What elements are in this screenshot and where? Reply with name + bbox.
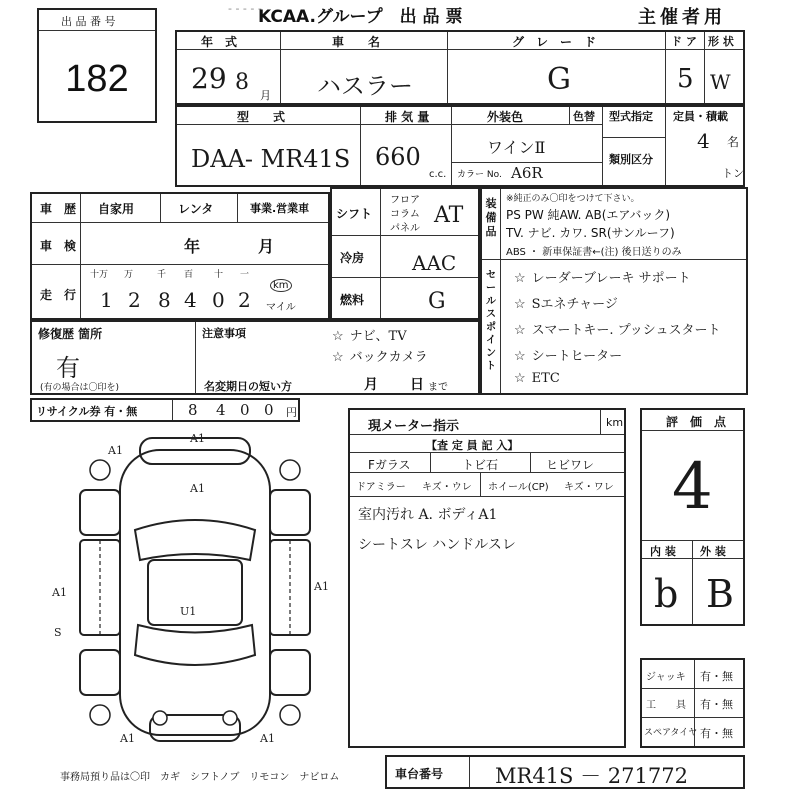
type-designation-label: 型式指定 [609,110,653,123]
diagram-mark-2: A1 [190,432,205,445]
lot-number-label: 出 品 番 号 [61,15,116,28]
spare-tire-label: スペアタイヤ [644,728,698,738]
meter-unit: km [606,416,624,429]
capacity-unit: 名 [727,135,740,149]
shift-option-column: コラム [390,209,420,220]
color-no-label: カラー No. [457,170,502,180]
wheel-value: キズ・ワレ [564,482,614,493]
km-label: km [270,279,292,292]
jack-label: ジャッキ [646,672,686,683]
equipment-sales-block [480,187,748,395]
year-value: 29 [191,62,227,95]
interior-label: 内 装 [650,545,676,558]
shift-value: AT [434,203,464,228]
recycle-unit: 円 [286,406,297,419]
organizer-label: 主催者用 [638,7,726,28]
top-mark: - - - - - [228,2,262,15]
equipment-line-1: PS PW 純AW. AB(エアバック) [506,208,671,222]
equipment-line-2: TV. ナビ. カワ. SR(サンルーフ) [506,226,675,240]
ac-label: 冷房 [340,251,365,265]
repair-history-note: (有の場合は〇印を) [40,383,120,393]
recycle-digit-2: 4 [216,401,226,419]
jack-value: 有・無 [700,670,733,683]
rating-label: 評 価 点 [666,415,727,429]
equipment-label: 装備品 [485,197,497,238]
history-option-rental: レンタ [178,202,214,216]
sales-point-5: ☆ ETC [514,371,560,386]
glass-option-chip: トビ石 [462,458,499,472]
tools-block [640,658,745,748]
shift-option-floor: フロア [390,195,420,206]
history-option-business: 事業.営業車 [250,202,310,215]
inspector-block [348,408,626,748]
mileage-unit-100k: 十万 [90,270,109,280]
history-option-private: 自家用 [98,202,135,216]
mileage-digit-5: 0 [212,288,225,312]
history-label: 車 歴 [40,202,77,216]
mileage-digit-2: 2 [128,288,141,312]
lot-number-box [37,8,157,123]
inspection-label: 車 検 [40,239,77,253]
fuel-label: 燃料 [340,293,365,307]
mile-label: マイル [266,302,296,313]
grade-label: グ レ ー ド [512,35,597,49]
form-title: KCAA.グループ 出 品 票 [258,7,463,27]
diagram-mark-6: U1 [180,605,197,618]
exterior-color-label: 外装色 [487,110,524,124]
recycle-digit-1: 8 [188,401,198,419]
vehicle-row-1 [175,30,745,105]
chassis-number-label: 車台番号 [395,767,444,781]
mileage-unit-1k: 千 [157,270,167,280]
spare-tire-value: 有・無 [700,727,733,740]
exterior-label: 外 装 [700,545,726,558]
wheel-label: ホイール(CP) [488,482,549,493]
door-value: 5 [677,64,694,94]
mirror-value: キズ・ウレ [422,482,472,493]
caution-label: 注意事項 [202,327,246,340]
equipment-line-3: ABS ・ 新車保証書←(注) 後日送りのみ [506,247,682,258]
cc-unit: c.c. [429,169,447,180]
vehicle-row-2 [175,105,745,187]
overall-score: 4 [672,450,713,524]
diagram-mark-9: A1 [260,732,275,745]
office-note: 事務局預り品は〇印 カギ シフトノブ リモコン ナビロム [60,772,340,783]
name-change-day: 日 [410,377,424,393]
sales-point-2: ☆ Sエネチャージ [514,297,618,312]
displacement-value: 660 [375,143,421,171]
mileage-digit-3: 8 [158,288,171,312]
category-label: 類別区分 [609,153,653,166]
exterior-score: B [706,572,734,616]
door-label: ド ア [671,35,697,48]
equipment-note: ※純正のみ〇印をつけて下さい。 [506,194,640,204]
recycle-block [30,398,300,422]
diagram-mark-4: A1 [52,586,67,599]
displacement-label: 排 気 量 [385,110,430,124]
capacity-value: 4 [697,129,710,153]
diagram-mark-1: A1 [108,444,123,457]
diagram-mark-8: A1 [120,732,135,745]
diagram-mark-3: A1 [190,482,205,495]
capacity-label: 定員・積載 [673,110,728,123]
diagram-mark-5: A1 [314,580,329,593]
repair-history-label: 修復歴 箇所 [38,327,103,341]
name-change-until: まで [428,382,448,393]
ton-unit: トン [722,167,744,180]
repair-history-value: 有 [56,354,80,382]
mileage-digit-1: 1 [100,288,113,312]
ac-value: AAC [412,251,457,275]
color-no-value: A6R [511,164,543,182]
repair-caution-block [30,320,480,395]
rating-block [640,408,745,626]
inspection-year: 年 [184,237,201,256]
glass-label: Fガラス [368,458,411,472]
shift-ac-fuel-block [330,187,480,320]
shift-option-panel: パネル [390,223,420,234]
mileage-unit-10: 十 [214,270,224,280]
tools-label: 工 具 [646,700,686,711]
model-label: 型 式 [237,110,286,124]
name-change-month: 月 [364,377,378,393]
name-label: 車 名 [332,35,381,49]
exterior-color-value: ワインⅡ [487,138,546,157]
mileage-digit-4: 4 [184,288,197,312]
lot-number: 182 [65,58,129,100]
model-value: DAA- MR41S [191,145,351,173]
fuel-value: G [428,289,446,314]
recycle-label: リサイクル券 有・無 [36,405,138,418]
diagram-mark-7: S [54,626,62,639]
caution-item-1: ☆ ナビ、TV [332,329,407,344]
month-value: 8 [235,70,249,95]
mileage-digit-6: 2 [238,288,251,312]
recycle-digit-3: 0 [240,401,250,419]
inspector-note-1: 室内汚れ A. ボディA1 [358,507,498,523]
mileage-unit-1: 一 [240,270,250,280]
mileage-unit-100: 百 [184,270,194,280]
year-label: 年 式 [201,35,238,49]
inspector-note-2: シートスレ ハンドルスレ [358,537,516,553]
sales-point-4: ☆ シートヒーター [514,349,623,364]
grade-value: G [547,62,571,97]
sales-point-1: ☆ レーダーブレーキ サポート [514,271,691,286]
name-change-label: 名変期日の短い方 [204,380,292,393]
shape-label: 形 状 [708,35,734,48]
shift-label: シフト [336,207,373,221]
tools-value: 有・無 [700,698,733,711]
vehicle-name-value: ハスラー [317,72,413,100]
color-change-label: 色替 [573,110,595,123]
caution-item-2: ☆ バックカメラ [332,350,428,365]
inspection-month: 月 [258,237,275,256]
inspector-label: 【査 定 員 記 入】 [426,439,519,452]
car-damage-diagram [50,430,350,750]
history-mileage-block [30,192,330,320]
chassis-number-block [385,755,745,789]
sales-points-label: セールスポイント [486,270,496,372]
interior-score: b [654,572,679,616]
recycle-digit-4: 0 [264,401,274,419]
glass-option-crack: ヒビワレ [546,458,595,472]
mileage-unit-10k: 万 [124,270,134,280]
sales-point-3: ☆ スマートキー. プッシュスタート [514,323,721,338]
chassis-number-value: MR41S － 271772 [495,764,688,788]
mileage-label: 走 行 [40,288,77,302]
mirror-label: ドアミラー [356,482,406,493]
month-unit: 月 [260,89,271,102]
shape-value: W [710,70,731,94]
meter-label: 現メーター指示 [368,419,460,434]
